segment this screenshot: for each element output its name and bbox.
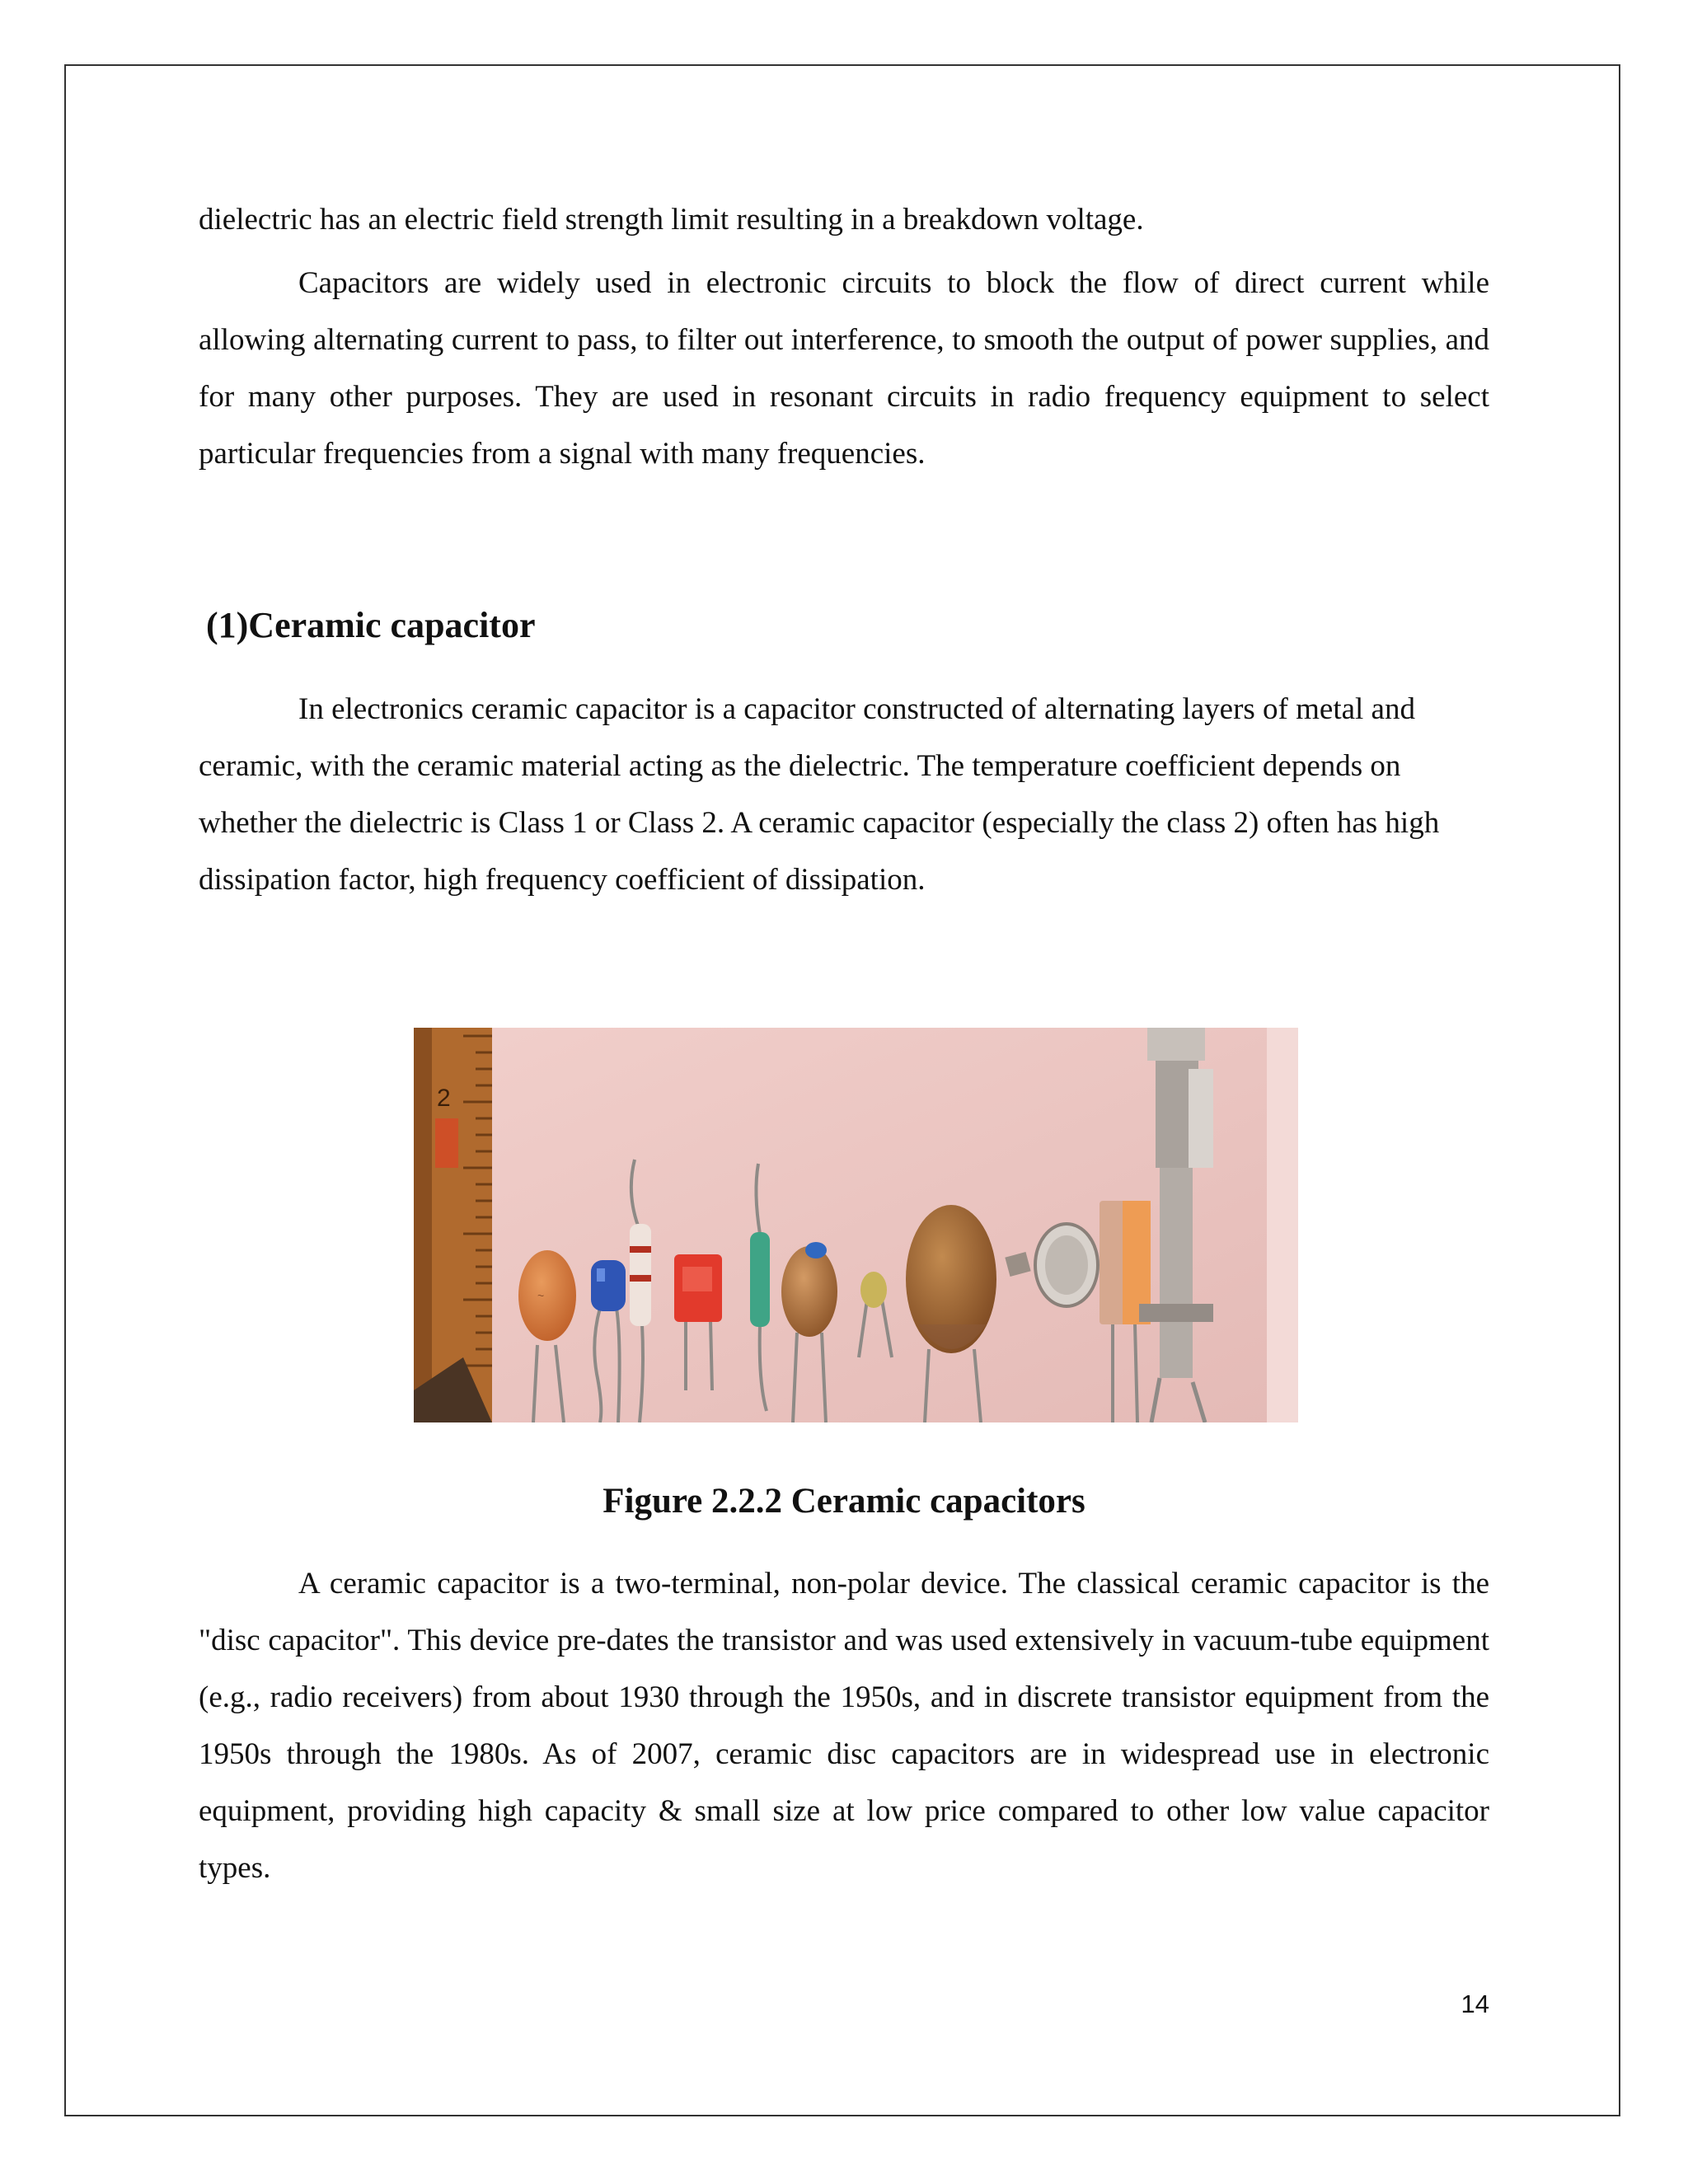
ruler — [414, 1028, 492, 1422]
figure-caption: Figure 2.2.2 Ceramic capacitors — [603, 1482, 1085, 1521]
paragraph-dielectric: dielectric has an electric field strength limit resulting in a breakdown voltage. — [199, 203, 1144, 237]
section-heading-ceramic: (1)Ceramic capacitor — [206, 605, 536, 645]
ruler-mark-text: 2 — [437, 1085, 451, 1112]
paragraph-disc-capacitor: A ceramic capacitor is a two-terminal, non-polar device. The classical ceramic capacitor is the "disc capacitor". This device pre-dates the transistor and was used extensively in vacuum-tube equipment (e.g., radio receivers) from about 1930 through the 1950s, and in discrete transistor equipment from the 1950s through the 1980s. As of 2007, ceramic disc capacitors are in widespread use in electronic equipment, providing high capacity & small size at low price compared to other low value capacitor types. — [199, 1567, 1489, 1885]
figure-ceramic-capacitors-photo — [414, 1028, 1298, 1422]
paragraph-ceramic-intro: In electronics ceramic capacitor is a capacitor constructed of alternating layers of metal and ceramic, with the ceramic material acting as the dielectric. The temperature coefficient depends on whether the dielectric is Class 1 or Class 2. A ceramic capacitor (especially the class 2) often has high dissipation factor, high frequency coefficient of dissipation. — [199, 692, 1440, 897]
body-text-ceramic-intro — [199, 681, 1489, 908]
paragraph-capacitors-usage: Capacitors are widely used in electronic circuits to block the flow of direct current while allowing alternating current to pass, to filter out interference, to smooth the output of power supplies, and for many other purposes. They are used in resonant circuits in radio frequency equipment to select particular frequencies from a signal with many frequencies. — [199, 266, 1489, 471]
body-text-top — [199, 191, 1489, 482]
body-text-disc — [199, 1555, 1489, 1896]
page-number: 14 — [1461, 1990, 1489, 2018]
svg-text:~: ~ — [537, 1289, 545, 1302]
capacitors-photo-illustration — [414, 1028, 1298, 1422]
capacitor-round-silver — [1035, 1224, 1098, 1306]
